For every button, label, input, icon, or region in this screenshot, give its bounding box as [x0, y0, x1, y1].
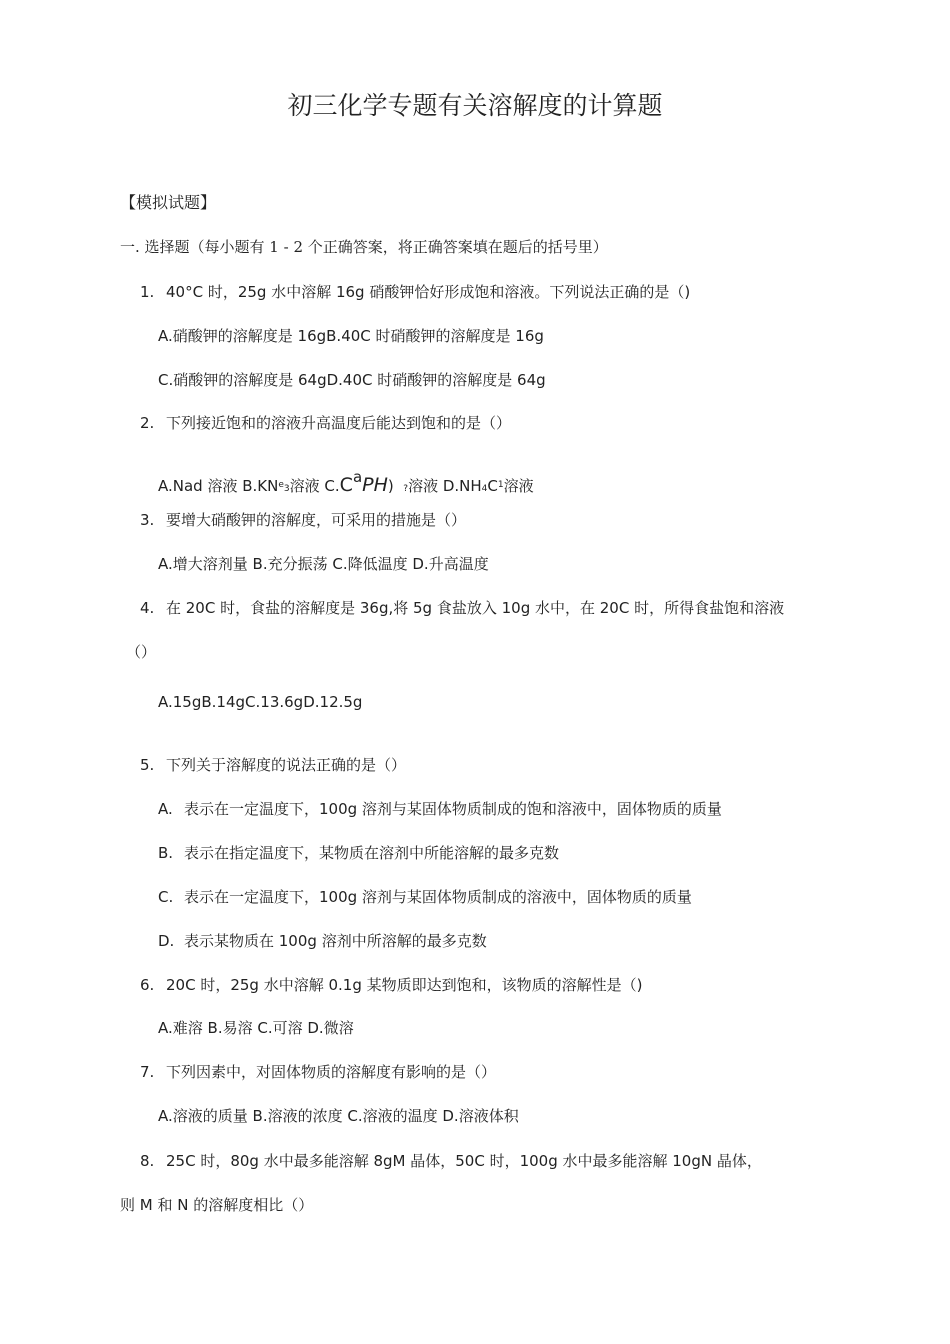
option-text: 溶液 C.: [289, 477, 340, 495]
question-4-continuation: （）: [126, 643, 157, 661]
question-8-continuation: 则 M 和 N 的溶解度相比（）: [120, 1196, 314, 1214]
question-4-options: A.15gB.14gC.13.6gD.12.5g: [158, 693, 363, 711]
option-text: 表示在一定温度下，100g 溶剂与某固体物质制成的饱和溶液中，固体物质的质量: [184, 800, 722, 818]
question-stem: 25C 时，80g 水中最多能溶解 8gM 晶体，50C 时，100g 水中最多能溶解 10gN 晶体，: [166, 1152, 762, 1170]
option-text: C: [487, 477, 498, 495]
option-text: 表示在一定温度下，100g 溶剂与某固体物质制成的溶液中，固体物质的质量: [184, 888, 692, 906]
question-1-options-ab: A.硝酸钾的溶解度是 16gB.40C 时硝酸钾的溶解度是 16g: [158, 327, 544, 345]
option-superscript: a: [352, 468, 363, 486]
option-label: C.: [158, 888, 174, 906]
question-2-options: [158, 464, 534, 502]
question-stem: 20C 时，25g 水中溶解 0.1g 某物质即达到饱和，该物质的溶解性是（): [166, 976, 643, 994]
option-superscript: e: [278, 480, 284, 490]
question-6: [140, 975, 642, 995]
option-formula: PH: [362, 474, 388, 496]
question-5-option-a: [158, 799, 722, 819]
question-5-option-c: [158, 887, 692, 907]
question-3-options: A.增大溶剂量 B.充分振荡 C.降低温度 D.升高温度: [158, 555, 489, 573]
option-subscript: 3: [283, 484, 290, 494]
option-text: ): [387, 477, 394, 495]
question-stem: 在 20C 时，食盐的溶解度是 36g,将 5g 食盐放入 10g 水中，在 20C 时，所得食盐饱和溶液: [166, 599, 785, 617]
question-4: [140, 598, 784, 618]
question-1-options-cd: C.硝酸钾的溶解度是 64gD.40C 时硝酸钾的溶解度是 64g: [158, 371, 546, 389]
question-stem: 要增大硝酸钾的溶解度，可采用的措施是（）: [166, 511, 467, 529]
question-stem: 下列接近饱和的溶液升高温度后能达到饱和的是（）: [166, 414, 512, 432]
question-7-options: A.溶液的质量 B.溶液的浓度 C.溶液的温度 D.溶液体积: [158, 1107, 519, 1125]
option-subscript: ?: [403, 484, 409, 494]
question-6-options: A.难溶 B.易溶 C.可溶 D.微溶: [158, 1019, 354, 1037]
part-heading: 一. 选择题（每小题有 1 - 2 个正确答案，将正确答案填在题后的括号里）: [120, 238, 608, 256]
question-number: 7.: [140, 1063, 155, 1081]
question-8: [140, 1151, 762, 1171]
question-5-option-d: [158, 931, 487, 951]
option-text: 表示某物质在 100g 溶剂中所溶解的最多克数: [184, 932, 487, 950]
option-label: D.: [158, 932, 175, 950]
option-subscript: 4: [481, 484, 488, 494]
section-heading: 【模拟试题】: [120, 193, 217, 212]
question-number: 4.: [140, 599, 155, 617]
question-7: [140, 1062, 496, 1082]
option-label: B.: [158, 844, 174, 862]
question-stem: 40°C 时，25g 水中溶解 16g 硝酸钾恰好形成饱和溶液。下列说法正确的是（): [166, 283, 691, 301]
question-3: [140, 510, 466, 530]
option-label: A.: [158, 800, 173, 818]
question-5: [140, 755, 406, 775]
question-number: 8.: [140, 1152, 155, 1170]
question-1: [140, 282, 690, 302]
option-formula: C: [339, 474, 353, 496]
question-number: 5.: [140, 756, 155, 774]
question-number: 6.: [140, 976, 155, 994]
option-text: 表示在指定温度下，某物质在溶剂中所能溶解的最多克数: [184, 844, 560, 862]
question-number: 3.: [140, 511, 155, 529]
option-text: A.Nad 溶液 B.KN: [158, 477, 279, 495]
option-superscript: 1: [497, 480, 504, 490]
option-text: 溶液 D.NH: [408, 477, 482, 495]
question-number: 1.: [140, 283, 155, 301]
question-number: 2.: [140, 414, 155, 432]
option-text: 溶液: [503, 477, 534, 495]
question-stem: 下列因素中，对固体物质的溶解度有影响的是（）: [166, 1063, 497, 1081]
question-stem: 下列关于溶解度的说法正确的是（）: [166, 756, 407, 774]
question-5-option-b: [158, 843, 559, 863]
question-2: [140, 413, 511, 433]
document-title: 初三化学专题有关溶解度的计算题: [287, 91, 663, 120]
